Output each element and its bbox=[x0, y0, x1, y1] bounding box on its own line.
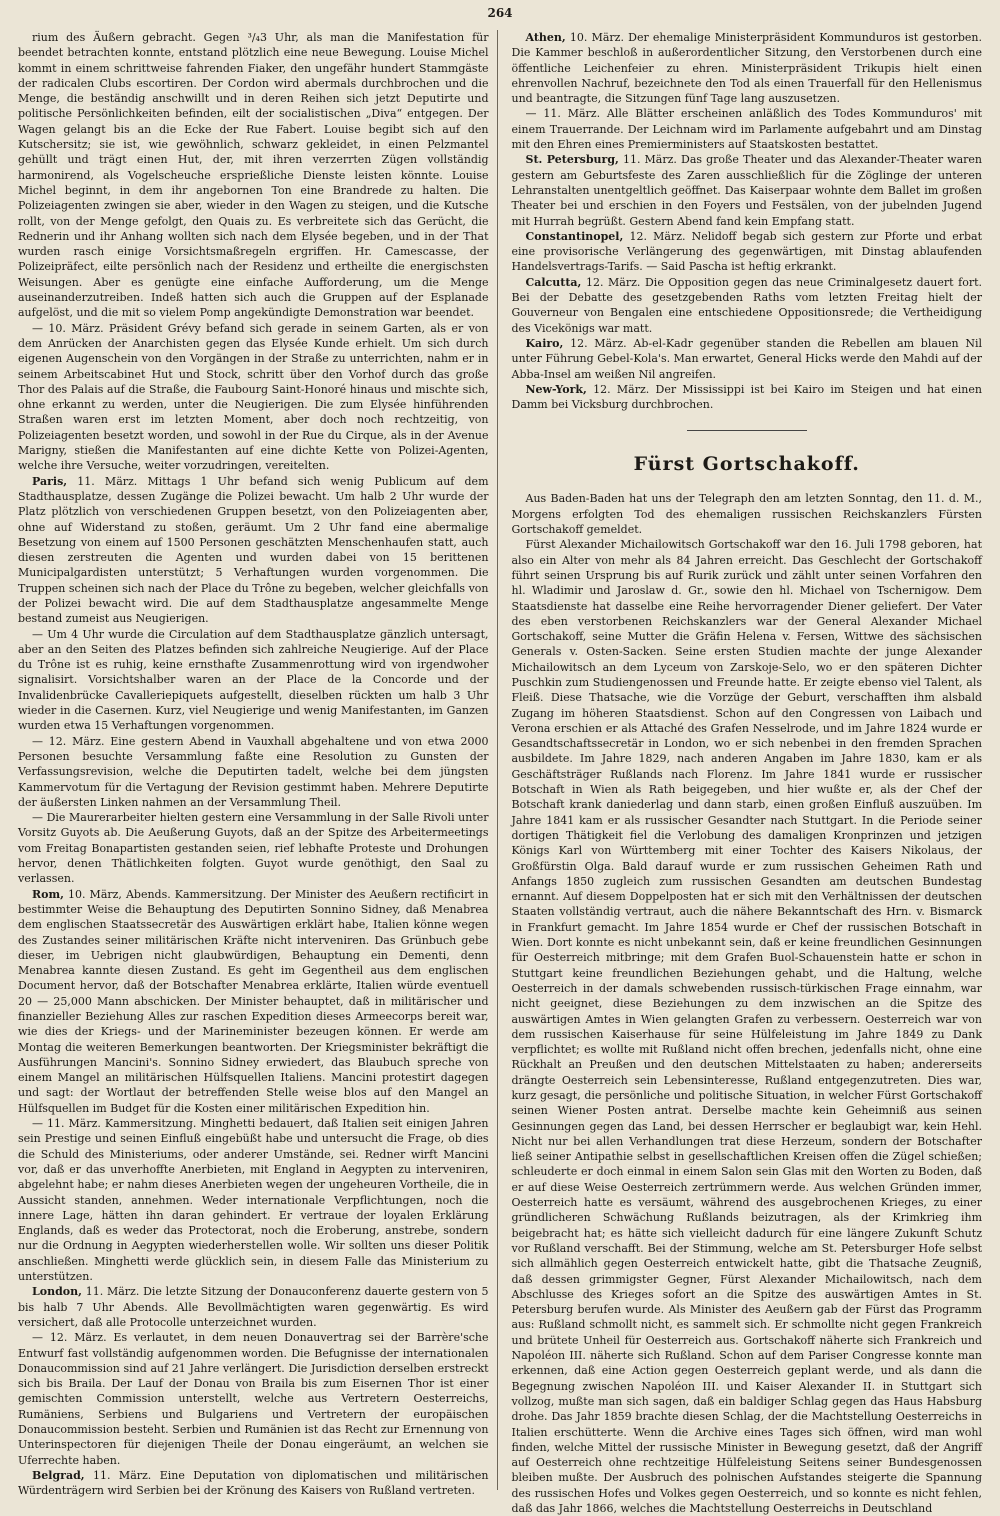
section-divider bbox=[687, 430, 807, 431]
news-text: — 10. März. Präsident Grévy befand sich gerade in seinem Garten, als er von dem Anrücken der Anarchisten gegen das Elysée Kunde erhielt. Um sich durch eigenen Augenschein von den Vorgängen in der Straße zu unterrichten, nahm er in seinem Arbeitscabinet Hut und Stock, schritt über den Vorhof durch das große Thor des Palais auf die Straße, die Faubourg Saint-Honoré hinaus und mischte sich, ohne erkannt zu werden, unter die Neugierigen. Die zum Elysée hinführenden Straßen waren erst im letzten Moment, aber doch noch rechtzeitig, von Polizeiagenten besetzt worden, und sowohl in der Rue du Cirque, als in der Avenue Marigny, stießen die Manifestanten auf eine dichte Kette von Polizei-Agenten, welche ihre Versuche, weiter vorzudringen, vereitelten. bbox=[18, 321, 489, 473]
dateline: St. Petersburg, bbox=[525, 153, 619, 167]
dateline: Athen, bbox=[525, 31, 566, 44]
news-item bbox=[18, 321, 489, 474]
dateline: Calcutta, bbox=[525, 275, 582, 289]
left-column bbox=[18, 30, 498, 1498]
news-item bbox=[18, 1284, 489, 1330]
news-item bbox=[18, 887, 489, 1116]
news-item bbox=[18, 734, 489, 810]
news-text: 12. März. Ab-el-Kadr gegenüber standen die Rebellen am blauen Nil unter Führung Gebel-Kola's. Man erwartet, General Hicks werde den Mahdi auf der Abba-Insel am weißen Nil angreifen. bbox=[511, 336, 982, 381]
dateline: New-York, bbox=[525, 382, 587, 396]
news-dispatches bbox=[512, 30, 983, 412]
news-text: 12. März. Nelidoff begab sich gestern zur Pforte und erbat eine provisorische Verlängerung des gegenwärtigen, mit Dinstag ablaufenden Handelsvertrags-Tarifs. — Said Pascha ist heftig erkrankt. bbox=[511, 229, 982, 274]
news-item bbox=[18, 1330, 489, 1468]
news-item bbox=[512, 152, 983, 228]
news-item bbox=[512, 382, 983, 413]
feature-paragraph: Fürst Alexander Michailowitsch Gortschakoff war den 16. Juli 1798 geboren, hat also ein Alter von mehr als 84 Jahren erreicht. Das Geschlecht der Gortschakoff führt seinen Ursprung bis auf Rurik zurück und zählt unter seinen Vorfahren den hl. Wladimir und Jaroslaw d. Gr., sowie den hl. Michael von Tschernigow. Dem Staatsdienste hat dasselbe eine Reihe hervorragender Diener geliefert. Der Vater des eben verstorbenen Reichskanzlers war der General Alexander Michael Gortschakoff, seine Mutter die Gräfin Helena v. Fersen, Wittwe des sächsischen Generals v. Osten-Sacken. Seine ersten Studien machte der junge Alexander Michailowitsch an dem Lyceum von Zarskoje-Selo, wo er den späteren Dichter Puschkin zum Studiengenossen und Freunde hatte. Er zeigte ebenso viel Talent, als Fleiß. Diese Thatsache, wie die Vorzüge der Geburt, verschafften ihm alsbald Zugang im höheren Staatsdienst. Schon auf den Congressen von Laibach und Verona erschien er als Attaché des Grafen Nesselrode, und im Jahre 1824 wurde er Gesandtschaftssecretär in London, wo er sich nebenbei in den fremden Sprachen ausbildete. Im Jahre 1829, nach anderen Angaben im Jahre 1830, kam er als Geschäftsträger Rußlands nach Florenz. Im Jahre 1841 wurde er russischer Botschaft in Wien als Rath beigegeben, und hier wußte er, als der Chef der Botschaft krank daniederlag und dann starb, einen großen Einfluß auszuüben. Im Jahre 1841 kam er als russischer Gesandter nach Stuttgart. In die Periode seiner dortigen Thätigkeit fiel die Verlobung des damaligen Kronprinzen und jetzigen Königs Karl von Württemberg mit einer Tochter des Kaisers Nikolaus, der Großfürstin Olga. Bald darauf wurde er zum russischen Geheimen Rath und Anfangs 1850 zugleich zum russischen Gesandten am deutschen Bundestag ernannt. Auf diesem Doppelposten hat er sich mit den Verhältnissen der deutschen Staaten vollständig vertraut, auch die nähere Bekanntschaft des Hrn. v. Bismarck in Frankfurt gemacht. Im Jahre 1854 wurde er Chef der russischen Botschaft in Wien. Dort konnte es nicht unbekannt sein, daß er keine freundlichen Gesinnungen für Oesterreich mitbringe; mit dem Grafen Buol-Schauenstein hatte er schon in Stuttgart keine freundlichen Beziehungen gehabt, und die Haltung, welche Oesterreich in der damals schwebenden russisch-türkischen Frage einnahm, war nicht geeignet, diese Beziehungen zu dem inzwischen an die Spitze des auswärtigen Amtes in Wien gelangten Grafen zu verbessern. Oesterreich war von dem russischen Kaiserhause für seine Hülfeleistung im Jahre 1849 zu Dank verpflichtet; es wollte mit Rußland nicht offen brechen, jedenfalls nicht, ohne eine Rückhalt an Preußen und den deutschen Mittelstaaten zu haben; andererseits drängte Oesterreich sein Lebensinteresse, Rußland entgegenzutreten. Dies war, kurz gesagt, die persönliche und politische Situation, in welcher Fürst Gortschakoff seinen Wiener Posten antrat. Derselbe machte kein Geheimniß aus seinen Gesinnungen gegen das Land, bei dessen Herrscher er beglaubigt war, kein Hehl. Nicht nur bei allen Verhandlungen trat diese Herzeum, sondern der Botschafter ließ seiner Antipathie selbst in gesellschaftlichen Kreisen offen die Zügel schießen; schleuderte er doch einmal in einem Salon sein Glas mit den Worten zu Boden, daß er auf diese Weise Oesterreich zertrümmern werde. Aus welchen Gründen immer, Oesterreich hatte es versäumt, während des ausgebrochenen Krieges, zu einer gründlicheren Schwächung Rußlands beizutragen, als der Krimkrieg ihm beigebracht hat; es hätte sich vielleicht dadurch für eine längere Zukunft Schutz vor Rußland verschafft. Bei der Stimmung, welche am St. Petersburger Hofe selbst sich allmählich gegen Oesterreich entwickelt hatte, gibt die Thatsache Zeugniß, daß dessen grimmigster Gegner, Fürst Alexander Michailowitsch, nach dem Abschlusse des Krieges sofort an die Spitze des auswärtigen Amtes in St. Petersburg berufen wurde. Als Minister des Aeußern gab der Fürst das Programm aus: Rußland schmollt nicht, es sammelt sich. Er schmollte nicht gegen Frankreich und brütete Unheil für Oesterreich aus. Gortschakoff näherte sich Frankreich und Napoléon III. näherte sich Rußland. Schon auf dem Pariser Congresse konnte man erkennen, daß eine Action gegen Oesterreich geplant werde, und als dann die Begegnung zwischen Napoléon III. und Kaiser Alexander II. in Stuttgart sich vollzog, mußte man sich sagen, daß ein baldiger Schlag gegen das Haus Habsburg drohe. Das Jahr 1859 brachte diesen Schlag, der die Machtstellung Oesterreichs in Italien erschütterte. Wenn die Archive eines Tages sich öffnen, wird man wohl finden, welche Mittel der russische Minister in Bewegung gesetzt, daß der Angriff auf Oesterreich ohne rechtzeitige Hülfeleistung Seitens seiner Bundesgenossen bleiben mußte. Der Ausbruch des polnischen Aufstandes steigerte die Spannung des russischen Hofes und Volkes gegen Oesterreich, und so konnte es nicht fehlen, daß das Jahr 1866, welches die Machtstellung Oesterreichs in Deutschland bbox=[511, 538, 982, 1516]
dateline: Kairo, bbox=[525, 336, 564, 350]
news-text: 11. März. Die letzte Sitzung der Donauconferenz dauerte gestern von 5 bis halb 7 Uhr Abends. Alle Bevollmächtigten waren gegenwärtig. Es wird versichert, daß alle Protocolle unterzeichnet wurden. bbox=[18, 1285, 489, 1329]
dateline: Constantinopel, bbox=[525, 229, 624, 243]
news-item bbox=[512, 229, 983, 275]
news-text: 10. März, Abends. Kammersitzung. Der Minister des Aeußern rectificirt in bestimmter Weise die Behauptung des Deputirten Sonnino Sidney, daß Menabrea dem englischen Staatssecretär des Auswärtigen erklärt habe, Italien könne wegen des Zustandes seiner militärischen Kräfte nicht interveniren. Das Grünbuch gebe dieser, im Uebrigen nicht glaubwürdigen, Behauptung ein Dementi, denn Menabrea kannte diesen Zustand. Es geht im Gegentheil aus dem englischen Document hervor, daß der Botschafter Menabrea erklärte, Italien würde eventuell 20 — 25,000 Mann abschicken. Der Minister behauptet, daß in militärischer und finanzieller Beziehung Alles zur raschen Expedition dieses Armeecorps bereit war, wie dies der Kriegs- und der Marineminister bezeugen können. Er werde am Montag die weiteren Bemerkungen beantworten. Der Kriegsminister bekräftigt die Ausführungen Mancini's. Sonnino Sidney erwiedert, das Blaubuch spreche von einem Mangel an militärischen Hülfsquellen Italiens. Mancini protestirt dagegen und sagt: der Wortlaut der betreffenden Stelle weise blos auf den Mangel an Hülfsquellen im Budget für die Kosten einer militärischen Expedition hin. bbox=[18, 887, 489, 1115]
news-text: 11. März. Das große Theater und das Alexander-Theater waren gestern am Geburtsfeste des Zaren ausschließlich für die Zöglinge der unteren Lehranstalten unentgeltlich geöffnet. Das Kaiserpaar wohnte dem Ballet im großen Theater bei und erschien in den Foyers und Festsälen, von der jubelnden Jugend mit Hurrah begrüßt. Gestern Abend fand kein Empfang statt. bbox=[511, 153, 982, 228]
feature-article bbox=[512, 491, 983, 1516]
columns bbox=[18, 30, 982, 1516]
news-item bbox=[18, 30, 489, 321]
dateline: Belgrad, bbox=[32, 1468, 85, 1482]
news-text: — 11. März. Kammersitzung. Minghetti bedauert, daß Italien seit einigen Jahren sein Prestige und seinen Einfluß eingebüßt habe und untersucht die Frage, ob dies die Schuld des Ministeriums, oder anderer Umstände, sei. Redner wirft Mancini vor, daß er das unverhoffte Anerbieten, mit England in Aegypten zu interveniren, abgelehnt habe; er nahm dieses Anerbieten wegen der ungeheuren Vortheile, die in Aussicht standen, annehmen. Weder internationale Verpflichtungen, noch die innere Lage, hätten ihn daran gehindert. Er vertraue der loyalen Erklärung Englands, daß es weder das Protectorat, noch die Eroberung, anstrebe, sondern nur die Ordnung in Aegypten wiederherstellen wolle. Wir sollten uns dieser Politik anschließen. Minghetti werde glücklich sein, in diesem Falle das Ministerium zu unterstützen. bbox=[18, 1117, 489, 1284]
dateline: London, bbox=[32, 1285, 82, 1299]
feature-title: Fürst Gortschakoff. bbox=[633, 453, 860, 476]
news-text: — Die Maurerarbeiter hielten gestern eine Versammlung in der Salle Rivoli unter Vorsitz Guyots ab. Die Aeußerung Guyots, daß an der Spitze des Arbeitermeetings vom Freitag Bonapartisten gestanden seien, rief lebhafte Proteste und Drohungen hervor, denen Thätlichkeiten folgten. Guyot wurde genöthigt, den Saal zu verlassen. bbox=[18, 811, 489, 886]
dateline: Rom, bbox=[32, 887, 64, 901]
news-item bbox=[18, 810, 489, 886]
dateline: Paris, bbox=[32, 474, 68, 488]
news-item bbox=[512, 30, 983, 106]
news-item bbox=[18, 627, 489, 734]
news-text: — 12. März. Es verlautet, in dem neuen Donauvertrag sei der Barrère'sche Entwurf fast vollständig aufgenommen worden. Die Befugnisse der internationalen Donaucommission sind auf 21 Jahre verlängert. Die Jurisdiction derselben erstreckt sich bis Braila. Der Lauf der Donau von Braila bis zum Eisernen Thor ist einer gemischten Commission unterstellt, welche aus Vertretern Oesterreichs, Rumäniens, Serbiens und Bulgariens und Vertretern der europäischen Donaucommission besteht. Serbien und Rumänien ist das Recht zur Ernennung von Unterinspectoren für diejenigen Theile der Donau eingeräumt, an welchen sie Uferrechte haben. bbox=[18, 1331, 489, 1467]
page-number: 264 bbox=[487, 6, 513, 20]
news-text: 11. März. Eine Deputation von diplomatischen und militärischen Würdenträgern wird Serbien bei der Krönung des Kaisers von Rußland vertreten. bbox=[18, 1468, 489, 1498]
news-text: 12. März. Die Opposition gegen das neue Criminalgesetz dauert fort. Bei der Debatte des gesetzgebenden Raths vom letzten Freitag hielt der Gouverneur von Bengalen eine entschiedene Oppositionsrede; die Vertheidigung des Vicekönigs war matt. bbox=[511, 275, 982, 335]
news-item bbox=[18, 1468, 489, 1499]
news-item bbox=[512, 336, 983, 382]
news-text: 10. März. Der ehemalige Ministerpräsident Kommunduros ist gestorben. Die Kammer beschloß in außerordentlicher Sitzung, den Verstorbenen durch eine öffentliche Leichenfeier zu ehren. Ministerpräsident Trikupis hielt einen ehrenvollen Nachruf, bezeichnete den Tod als einen Trauerfall für den Hellenismus und beantragte, die Sitzungen fünf Tage lang auszusetzen. bbox=[511, 31, 982, 106]
news-item bbox=[512, 275, 983, 336]
news-item bbox=[512, 106, 983, 152]
news-text: — 11. März. Alle Blätter erscheinen anläßlich des Todes Kommunduros' mit einem Trauerrande. Der Leichnam wird im Parlamente aufgebahrt und am Dinstag mit den Ehren eines Premierministers auf Staatskosten bestattet. bbox=[511, 107, 982, 152]
news-text: — 12. März. Eine gestern Abend in Vauxhall abgehaltene und von etwa 2000 Personen besuchte Versammlung faßte eine Resolution zu Gunsten der Verfassungsrevision, welche die Deputirten tadelt, welche bei dem jüngsten Kammervotum für die Vertagung der Revision gestimmt haben. Mehrere Deputirte der äußersten Linken nahmen an der Versammlung Theil. bbox=[18, 734, 489, 809]
news-item bbox=[18, 1116, 489, 1284]
news-text: — Um 4 Uhr wurde die Circulation auf dem Stadthausplatze gänzlich untersagt, aber an den Seiten des Platzes befinden sich zahlreiche Neugierige. Auf der Place du Trône ist es ruhig, keine ernsthafte Zusammenrottung wird von irgendwoher signalisirt. Vorsichtshalber waren an der Place de la Concorde und der Invalidenbrücke Cavalleriepiquets aufgestellt, dieselben rückten um halb 3 Uhr wieder in die Casernen. Kurz, viel Neugierige und wenig Manifestanten, im Ganzen wurden etwa 15 Verhaftungen vorgenommen. bbox=[18, 627, 489, 733]
news-text: 12. März. Der Mississippi ist bei Kairo im Steigen und hat einen Damm bei Vicksburg durchbrochen. bbox=[511, 382, 982, 412]
news-text: rium des Äußern gebracht. Gegen ³/₄3 Uhr, als man die Manifestation für beendet betrachten konnte, entstand plötzlich eine neue Bewegung. Louise Michel kommt in einem schrittweise fahrenden Fiaker, den ungefähr hundert Stammgäste der radicalen Clubs escortiren. Der Cordon wird abermals durchbrochen und die Menge, die beständig anschwillt und in deren Reihen sich jetzt Deputirte und politische Persönlichkeiten befinden, eilt der socialistischen „Diva“ entgegen. Der Wagen gelangt bis an die Ecke der Rue Fabert. Louise begibt sich auf den Kutschersitz; sie ist, wie gewöhnlich, schwarz gekleidet, in einen Pelzmantel gehüllt und trägt einen Hut, der, mit ihren verzerrten Zügen vollständig harmonirend, als Vogelscheuche ersprießliche Dienste leisten könnte. Louise Michel beginnt, in dem ihr angebornen Ton eine Brandrede zu halten. Die Polizeiagenten zwingen sie aber, wieder in den Wagen zu steigen, und die Kutsche rollt, von der Menge gefolgt, den Quais zu. Es verbreitete sich das Gerücht, die Rednerin und ihr Anhang wollten sich nach dem Elysée begeben, und in der That wurden rasch einige Vorsichtsmaßregeln ergriffen. Hr. Camescasse, der Polizeipräfect, eilte persönlich nach der Residenz und ertheilte die energischsten Weisungen. Aber es genügte eine einfache Aufforderung, um die Menge auseinanderzutreiben. Indeß hatten sich auch die Gruppen auf der Esplanade aufgelöst, und die mit so vielem Pomp angekündigte Demonstration war beendet. bbox=[18, 31, 489, 320]
news-item bbox=[18, 474, 489, 627]
right-column bbox=[511, 30, 983, 1516]
feature-paragraph: Aus Baden-Baden hat uns der Telegraph den am letzten Sonntag, den 11. d. M., Morgens erfolgten Tod des ehemaligen russischen Reichskanzlers Fürsten Gortschakoff gemeldet. bbox=[511, 492, 982, 537]
news-text: 11. März. Mittags 1 Uhr befand sich wenig Publicum auf dem Stadthausplatze, dessen Zugänge die Polizei bewacht. Um halb 2 Uhr wurde der Platz plötzlich von verschiedenen Gruppen besetzt, von den Polizeiagenten aber, ohne auf Widerstand zu stoßen, geräumt. Um 2 Uhr fand eine abermalige Besetzung von einem auf 1500 Personen geschätzten Menschenhaufen statt, auch diesen zerstreuten die Agenten und wurden dabei von 15 berittenen Municipalgardisten unterstützt; 5 Verhaftungen wurden vorgenommen. Die Truppen scheinen sich nach der Place du Trône zu begeben, welcher gleichfalls von der Polizei bewacht wird. Die auf dem Stadthausplatze angesammelte Menge bestand zumeist aus Neugierigen. bbox=[18, 474, 489, 626]
